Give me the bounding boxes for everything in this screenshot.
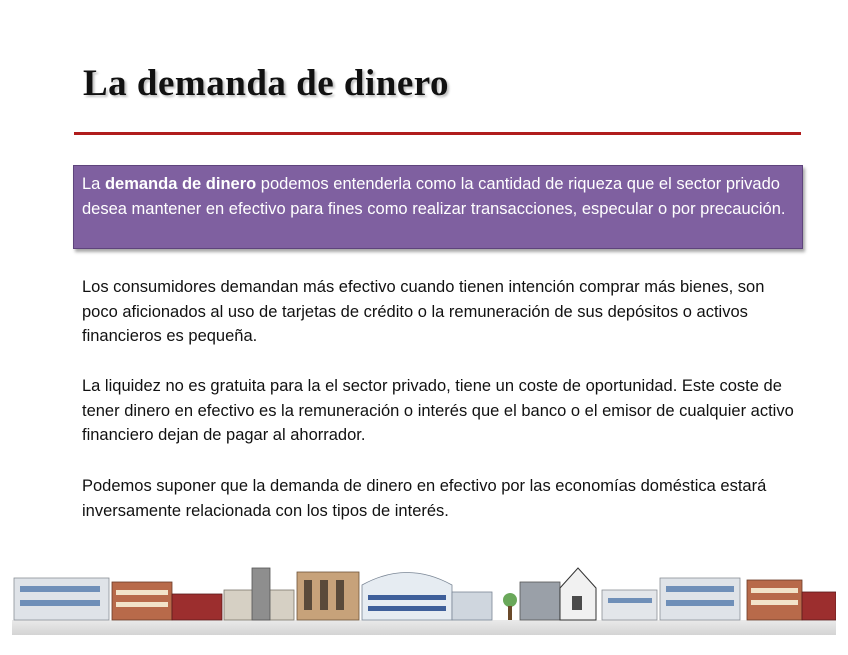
definition-pre: La [82, 175, 105, 193]
paragraph-interest: Podemos suponer que la demanda de dinero en efectivo por las economías doméstica estará inversamente relacionada con los tipos de interés. [82, 477, 767, 520]
definition-term: demanda de dinero [104, 175, 257, 193]
definition-post: podemos entenderla como la cantidad de riqueza que el sector privado desea mantener en efectivo para fines como realizar transacciones, especular o por precaución. [82, 175, 786, 218]
title-divider [74, 132, 801, 135]
paragraph-consumers: Los consumidores demandan más efectivo cuando tienen intención comprar más bienes, son poco aficionados al uso de tarjetas de crédito o la remuneración de sus depósitos o activos financieros es pequeña. [82, 278, 765, 345]
definition-box [73, 165, 803, 249]
paragraph-liquidity: La liquidez no es gratuita para la el sector privado, tiene un coste de oportunidad. Este coste de tener dinero en efectivo es la remuneración o interés que el banco o el emisor de cualquier activo financiero dejan de pagar al ahorrador. [82, 377, 794, 444]
city-buildings-icon [12, 560, 836, 635]
slide-title: La demanda de dinero [83, 63, 450, 104]
